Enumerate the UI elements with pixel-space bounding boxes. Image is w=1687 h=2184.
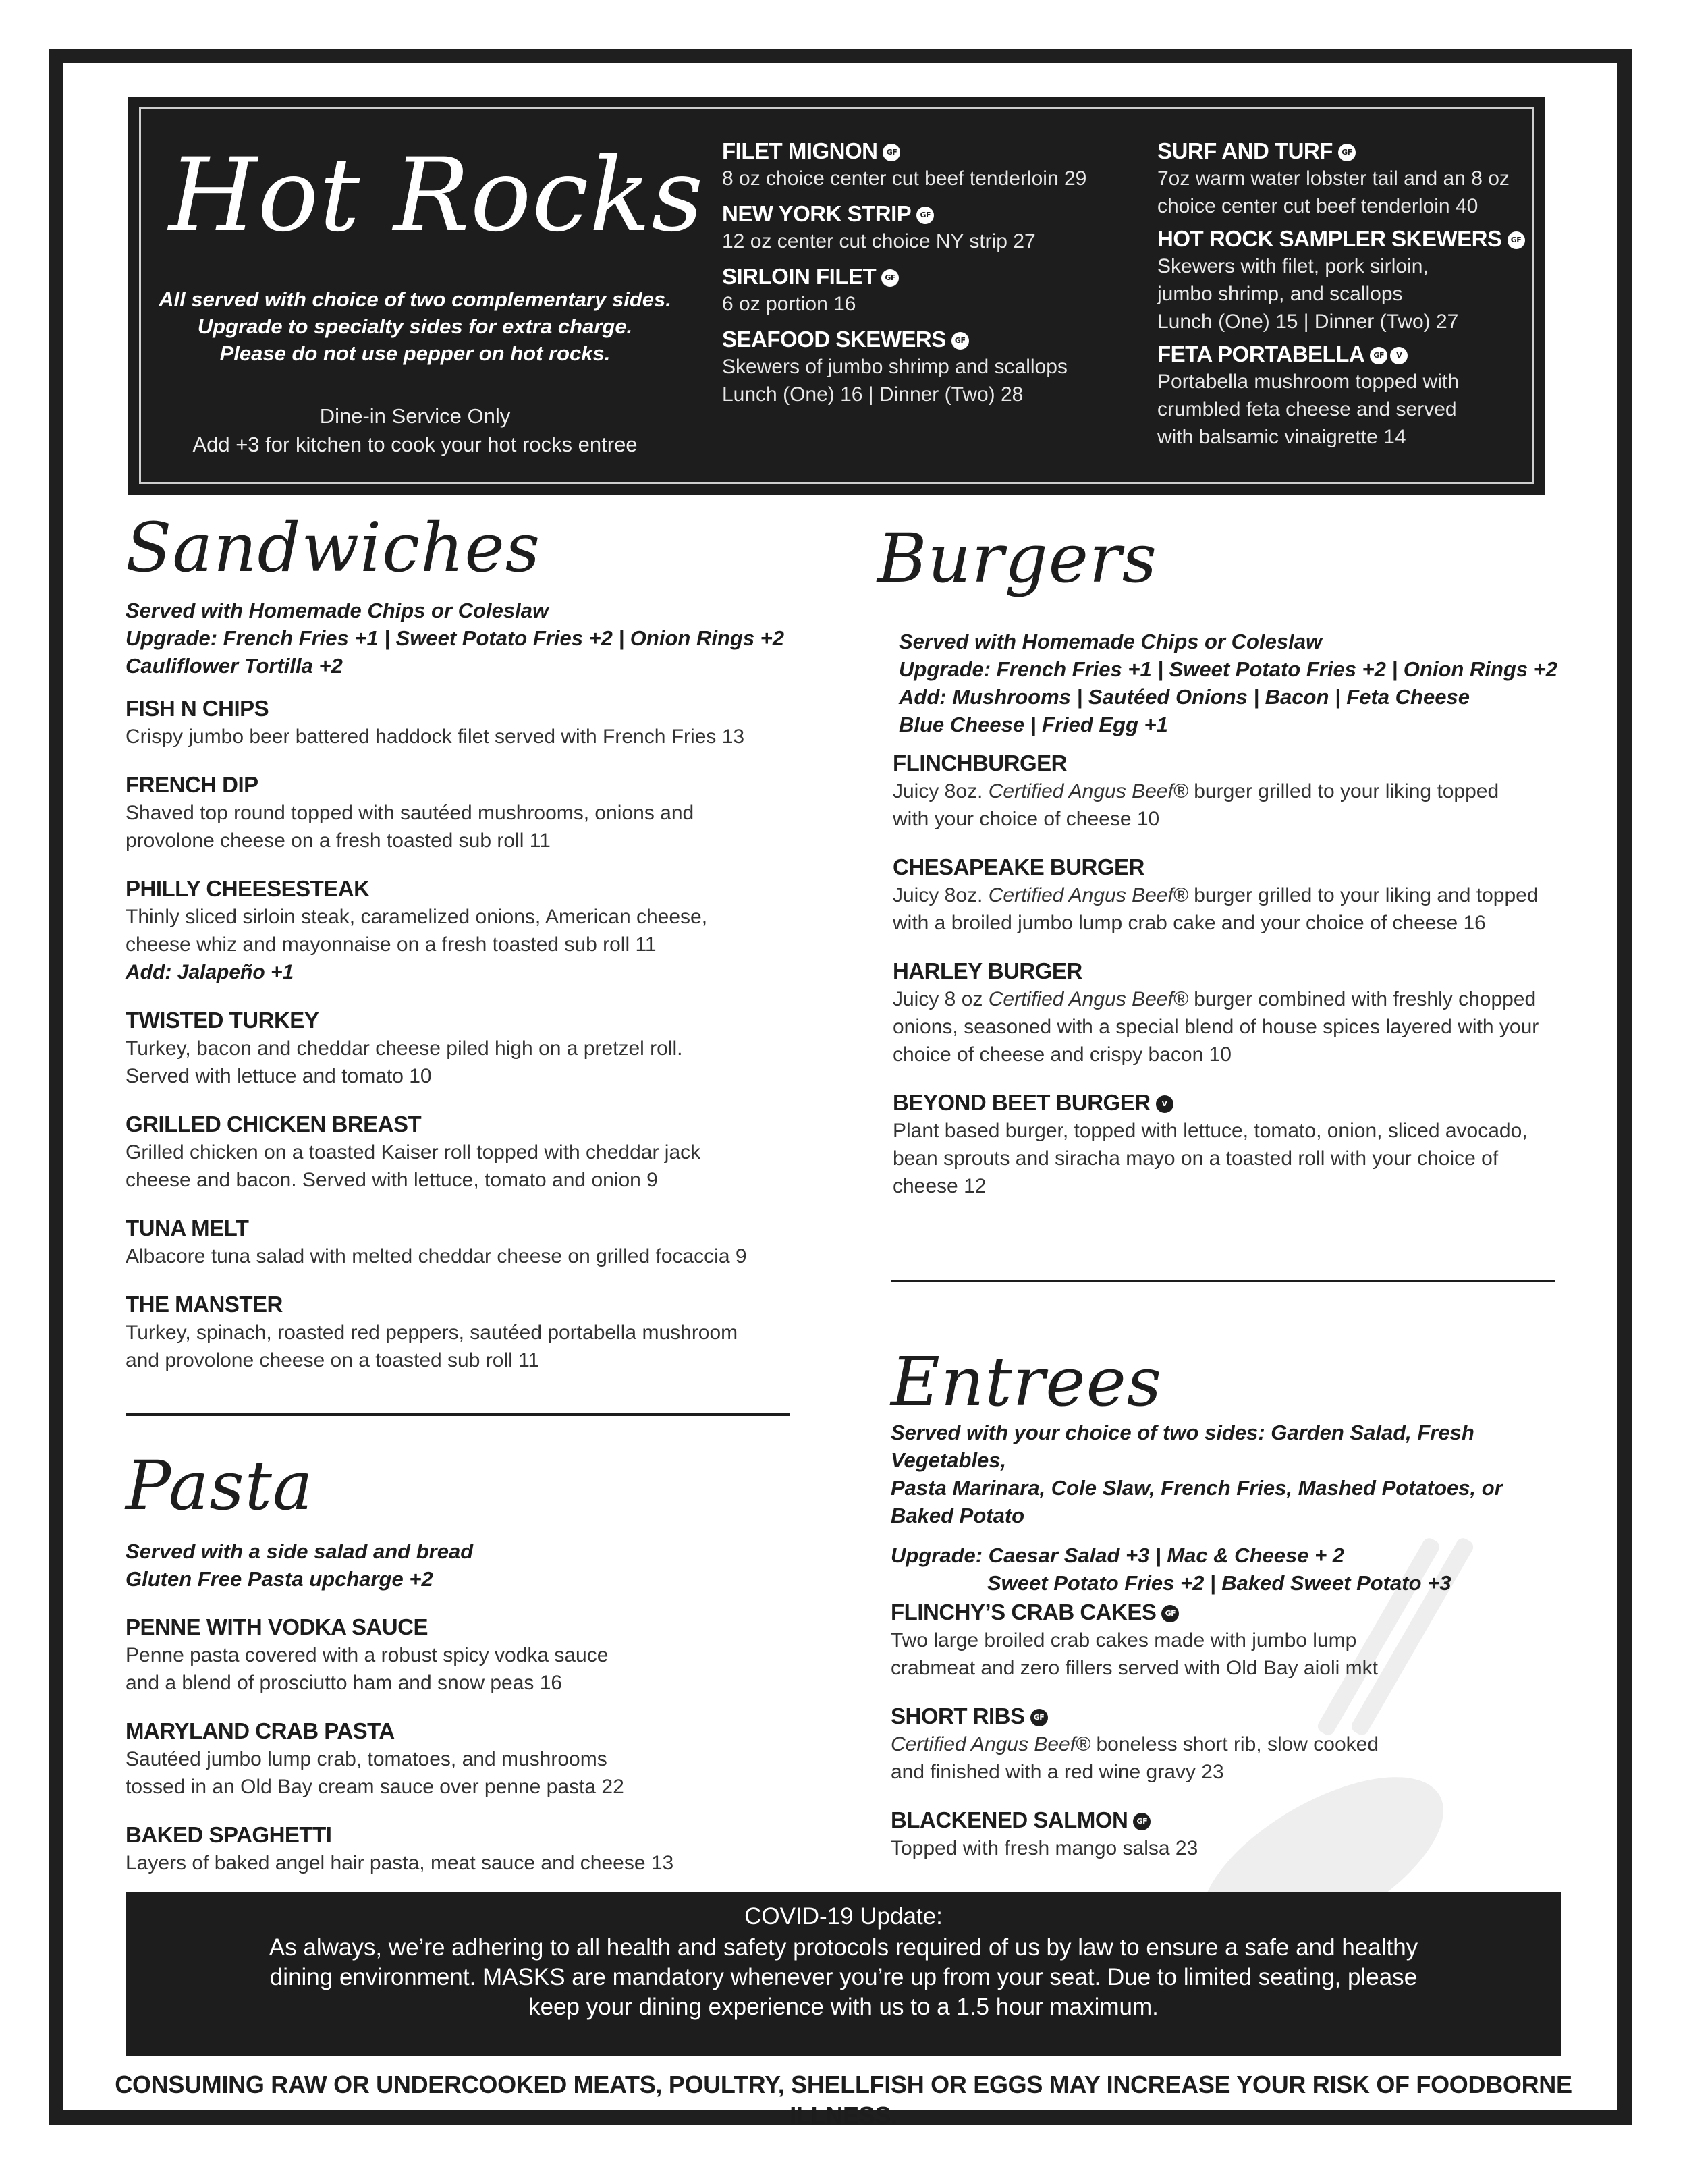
gluten-free-icon: GF bbox=[881, 269, 899, 287]
trademark-text: Certified Angus Beef® bbox=[988, 988, 1188, 1010]
menu-item bbox=[126, 1110, 800, 1194]
hot-rocks-note-2: Upgrade to specialty sides for extra charge. bbox=[197, 315, 633, 338]
item-description: with your choice of cheese 10 bbox=[893, 808, 1160, 830]
menu-item bbox=[722, 263, 1127, 318]
item-description: cheese and bacon. Served with lettuce, tomato and onion 9 bbox=[126, 1169, 658, 1191]
menu-item bbox=[126, 771, 800, 854]
covid-line: dining environment. MASKS are mandatory whenever you’re up from your seat. Due to limited seating, please bbox=[269, 1964, 1418, 1990]
section-subtitle: Served with a side salad and bread bbox=[126, 1539, 474, 1563]
item-name: TUNA MELT bbox=[126, 1216, 249, 1240]
section-subtitle: Upgrade: French Fries +1 | Sweet Potato Fries +2 | Onion Rings +2 bbox=[126, 626, 785, 650]
item-description: with balsamic vinaigrette 14 bbox=[1157, 426, 1406, 448]
pasta-section bbox=[126, 1537, 800, 1877]
menu-item bbox=[126, 875, 800, 986]
vegetarian-icon: V bbox=[1156, 1095, 1173, 1113]
item-description: and a blend of prosciutto ham and snow peas 16 bbox=[126, 1672, 563, 1694]
food-safety-warning: CONSUMING RAW OR UNDERCOOKED MEATS, POULTRY, SHELLFISH OR EGGS MAY INCREASE YOUR RISK OF FOODBORNE ILLNESS. bbox=[115, 2071, 1572, 2129]
item-description: burger grilled to your liking topped bbox=[1188, 780, 1499, 802]
section-subtitle: Cauliflower Tortilla +2 bbox=[126, 654, 343, 678]
item-description: boneless short rib, slow cooked bbox=[1090, 1733, 1379, 1755]
item-description: and finished with a red wine gravy 23 bbox=[891, 1761, 1224, 1783]
item-description: Penne pasta covered with a robust spicy vodka sauce bbox=[126, 1644, 609, 1666]
item-description: Turkey, spinach, roasted red peppers, sautéed portabella mushroom bbox=[126, 1321, 738, 1344]
item-description: choice center cut beef tenderloin 40 bbox=[1157, 195, 1478, 217]
gluten-free-icon: GF bbox=[951, 332, 969, 350]
menu-item bbox=[893, 1089, 1568, 1200]
item-description: with a broiled jumbo lump crab cake and your choice of cheese 16 bbox=[893, 912, 1486, 934]
item-name: FILET MIGNON bbox=[722, 138, 878, 163]
item-description: crumbled feta cheese and served bbox=[1157, 398, 1457, 420]
item-name: FETA PORTABELLA bbox=[1157, 342, 1365, 366]
hot-rocks-note-1: All served with choice of two complementary sides. bbox=[159, 288, 671, 311]
item-name: MARYLAND CRAB PASTA bbox=[126, 1718, 395, 1743]
menu-item bbox=[891, 1598, 1566, 1682]
section-upgrade: Sweet Potato Fries +2 | Baked Sweet Potato +3 bbox=[987, 1571, 1451, 1595]
gluten-free-icon: GF bbox=[1508, 231, 1525, 249]
menu-item bbox=[1157, 341, 1535, 451]
item-description: provolone cheese on a fresh toasted sub roll 11 bbox=[126, 829, 551, 852]
menu-item bbox=[722, 138, 1127, 192]
item-description: Skewers with filet, pork sirloin, bbox=[1157, 255, 1429, 277]
menu-item bbox=[893, 957, 1568, 1068]
menu-item bbox=[722, 326, 1127, 408]
pasta-title: Pasta bbox=[126, 1446, 314, 1525]
item-name: TWISTED TURKEY bbox=[126, 1008, 319, 1033]
menu-item bbox=[126, 1613, 800, 1697]
item-name: SIRLOIN FILET bbox=[722, 264, 877, 289]
entrees-title: Entrees bbox=[891, 1342, 1163, 1421]
section-divider bbox=[891, 1280, 1555, 1282]
item-name: BLACKENED SALMON bbox=[891, 1807, 1128, 1832]
item-description: Grilled chicken on a toasted Kaiser roll topped with cheddar jack bbox=[126, 1141, 701, 1164]
menu-item bbox=[126, 1821, 800, 1877]
item-description: jumbo shrimp, and scallops bbox=[1157, 283, 1403, 305]
item-description: 8 oz choice center cut beef tenderloin 29 bbox=[722, 167, 1087, 190]
item-description: onions, seasoned with a special blend of house spices layered with your bbox=[893, 1016, 1539, 1038]
section-subtitle: Served with your choice of two sides: Garden Salad, Fresh Vegetables, bbox=[891, 1421, 1474, 1472]
section-subtitle: Pasta Marinara, Cole Slaw, French Fries, Mashed Potatoes, or bbox=[891, 1476, 1503, 1500]
entrees-section bbox=[891, 1419, 1566, 1862]
item-description: tossed in an Old Bay cream sauce over penne pasta 22 bbox=[126, 1776, 624, 1798]
menu-item bbox=[126, 694, 800, 750]
menu-item bbox=[1157, 225, 1535, 335]
hot-rocks-column-right bbox=[1157, 138, 1535, 451]
hot-rocks-dine-in: Dine-in Service Only bbox=[319, 404, 511, 428]
item-description: Topped with fresh mango salsa 23 bbox=[891, 1837, 1198, 1859]
item-description: cheese 12 bbox=[893, 1175, 987, 1197]
gluten-free-icon: GF bbox=[916, 207, 934, 224]
item-name: PHILLY CHEESESTEAK bbox=[126, 876, 370, 901]
trademark-text: Certified Angus Beef® bbox=[891, 1733, 1091, 1755]
item-description: burger combined with freshly chopped bbox=[1188, 988, 1537, 1010]
hot-rocks-title: Hot Rocks bbox=[169, 137, 704, 254]
section-subtitle: Gluten Free Pasta upcharge +2 bbox=[126, 1567, 433, 1591]
item-description: Albacore tuna salad with melted cheddar cheese on grilled focaccia 9 bbox=[126, 1245, 747, 1267]
item-description: Turkey, bacon and cheddar cheese piled high on a pretzel roll. bbox=[126, 1037, 683, 1060]
item-description: Sautéed jumbo lump crab, tomatoes, and mushrooms bbox=[126, 1748, 607, 1770]
item-name: BAKED SPAGHETTI bbox=[126, 1822, 332, 1847]
item-name: GRILLED CHICKEN BREAST bbox=[126, 1112, 422, 1137]
section-upgrade: Upgrade: Caesar Salad +3 | Mac & Cheese + 2 bbox=[891, 1544, 1345, 1567]
burgers-title: Burgers bbox=[877, 519, 1158, 598]
covid-line: keep your dining experience with us to a 1.5 hour maximum. bbox=[528, 1994, 1159, 2020]
covid-line: As always, we’re adhering to all health and safety protocols required of us by law to ensure a safe and healthy bbox=[269, 1934, 1418, 1961]
item-description: Layers of baked angel hair pasta, meat sauce and cheese 13 bbox=[126, 1852, 674, 1874]
item-description: 6 oz portion 16 bbox=[722, 293, 856, 315]
item-name: PENNE WITH VODKA SAUCE bbox=[126, 1614, 428, 1639]
section-divider bbox=[126, 1413, 790, 1416]
item-description: Crispy jumbo beer battered haddock filet served with French Fries 13 bbox=[126, 726, 745, 748]
item-description: cheese whiz and mayonnaise on a fresh toasted sub roll 11 bbox=[126, 933, 657, 956]
menu-item bbox=[893, 853, 1568, 937]
trademark-text: Certified Angus Beef® bbox=[988, 780, 1188, 802]
burgers-section bbox=[893, 749, 1568, 1200]
item-description: Juicy 8oz. bbox=[893, 780, 989, 802]
trademark-text: Certified Angus Beef® bbox=[988, 884, 1188, 906]
item-name: FISH N CHIPS bbox=[126, 696, 269, 721]
item-description: choice of cheese and crispy bacon 10 bbox=[893, 1043, 1232, 1066]
item-description: Plant based burger, topped with lettuce, tomato, onion, sliced avocado, bbox=[893, 1120, 1528, 1142]
vegetarian-icon: V bbox=[1390, 347, 1408, 364]
item-name: SEAFOOD SKEWERS bbox=[722, 327, 946, 352]
item-description: Juicy 8oz. bbox=[893, 884, 989, 906]
item-name: HOT ROCK SAMPLER SKEWERS bbox=[1157, 226, 1502, 251]
section-subtitle: Baked Potato bbox=[891, 1504, 1025, 1527]
menu-item bbox=[126, 1006, 800, 1090]
item-description: Juicy 8 oz bbox=[893, 988, 989, 1010]
item-name: CHESAPEAKE BURGER bbox=[893, 854, 1144, 879]
gluten-free-icon: GF bbox=[1030, 1709, 1048, 1726]
item-name: THE MANSTER bbox=[126, 1292, 283, 1317]
section-subtitle: Upgrade: French Fries +1 | Sweet Potato Fries +2 | Onion Rings +2 bbox=[899, 657, 1558, 681]
menu-item bbox=[722, 200, 1127, 255]
item-name: FRENCH DIP bbox=[126, 772, 258, 797]
item-name: SHORT RIBS bbox=[891, 1703, 1025, 1728]
section-subtitle: Add: Mushrooms | Sautéed Onions | Bacon | Feta Cheese bbox=[899, 685, 1470, 709]
sandwiches-title: Sandwiches bbox=[126, 508, 541, 587]
sandwiches-section bbox=[126, 597, 800, 1374]
section-subtitle: Served with Homemade Chips or Coleslaw bbox=[126, 599, 549, 622]
burgers-subtitles bbox=[899, 628, 1574, 738]
menu-item bbox=[893, 749, 1568, 833]
item-description: Skewers of jumbo shrimp and scallops bbox=[722, 356, 1068, 378]
menu-item bbox=[891, 1806, 1566, 1862]
item-name: HARLEY BURGER bbox=[893, 958, 1082, 983]
item-description: burger grilled to your liking and topped bbox=[1188, 884, 1539, 906]
item-description: Lunch (One) 15 | Dinner (Two) 27 bbox=[1157, 310, 1459, 333]
item-addon: Add: Jalapeño +1 bbox=[126, 961, 294, 983]
item-description: Thinly sliced sirloin steak, caramelized onions, American cheese, bbox=[126, 906, 708, 928]
item-description: 7oz warm water lobster tail and an 8 oz bbox=[1157, 167, 1510, 190]
menu-item bbox=[126, 1214, 800, 1270]
gluten-free-icon: GF bbox=[1133, 1813, 1151, 1830]
item-description: Lunch (One) 16 | Dinner (Two) 28 bbox=[722, 383, 1024, 406]
item-name: BEYOND BEET BURGER bbox=[893, 1090, 1151, 1115]
item-description: bean sprouts and siracha mayo on a toasted roll with your choice of bbox=[893, 1147, 1499, 1170]
gluten-free-icon: GF bbox=[1370, 347, 1387, 364]
item-description: Two large broiled crab cakes made with jumbo lump bbox=[891, 1629, 1357, 1651]
menu-item bbox=[1157, 138, 1535, 220]
menu-item bbox=[891, 1702, 1566, 1786]
item-name: SURF AND TURF bbox=[1157, 138, 1333, 163]
item-description: and provolone cheese on a toasted sub roll 11 bbox=[126, 1349, 540, 1371]
hot-rocks-note-3: Please do not use pepper on hot rocks. bbox=[219, 342, 611, 365]
gluten-free-icon: GF bbox=[1161, 1605, 1179, 1622]
item-description: Served with lettuce and tomato 10 bbox=[126, 1065, 432, 1087]
gluten-free-icon: GF bbox=[883, 144, 900, 161]
item-name: FLINCHBURGER bbox=[893, 750, 1067, 775]
item-description: Shaved top round topped with sautéed mushrooms, onions and bbox=[126, 802, 694, 824]
section-subtitle: Blue Cheese | Fried Egg +1 bbox=[899, 713, 1168, 736]
item-name: FLINCHY’S CRAB CAKES bbox=[891, 1600, 1157, 1625]
section-subtitle: Served with Homemade Chips or Coleslaw bbox=[899, 630, 1323, 653]
item-name: NEW YORK STRIP bbox=[722, 201, 912, 226]
covid-title: COVID-19 Update: bbox=[744, 1903, 943, 1930]
item-description: crabmeat and zero fillers served with Old Bay aioli mkt bbox=[891, 1657, 1378, 1679]
menu-item bbox=[126, 1290, 800, 1374]
item-description: Portabella mushroom topped with bbox=[1157, 371, 1459, 393]
item-description: 12 oz center cut choice NY strip 27 bbox=[722, 230, 1036, 252]
menu-item bbox=[126, 1717, 800, 1801]
hot-rocks-column-left bbox=[722, 138, 1127, 408]
hot-rocks-kitchen-note: Add +3 for kitchen to cook your hot rocks entree bbox=[192, 433, 638, 456]
gluten-free-icon: GF bbox=[1338, 144, 1356, 161]
